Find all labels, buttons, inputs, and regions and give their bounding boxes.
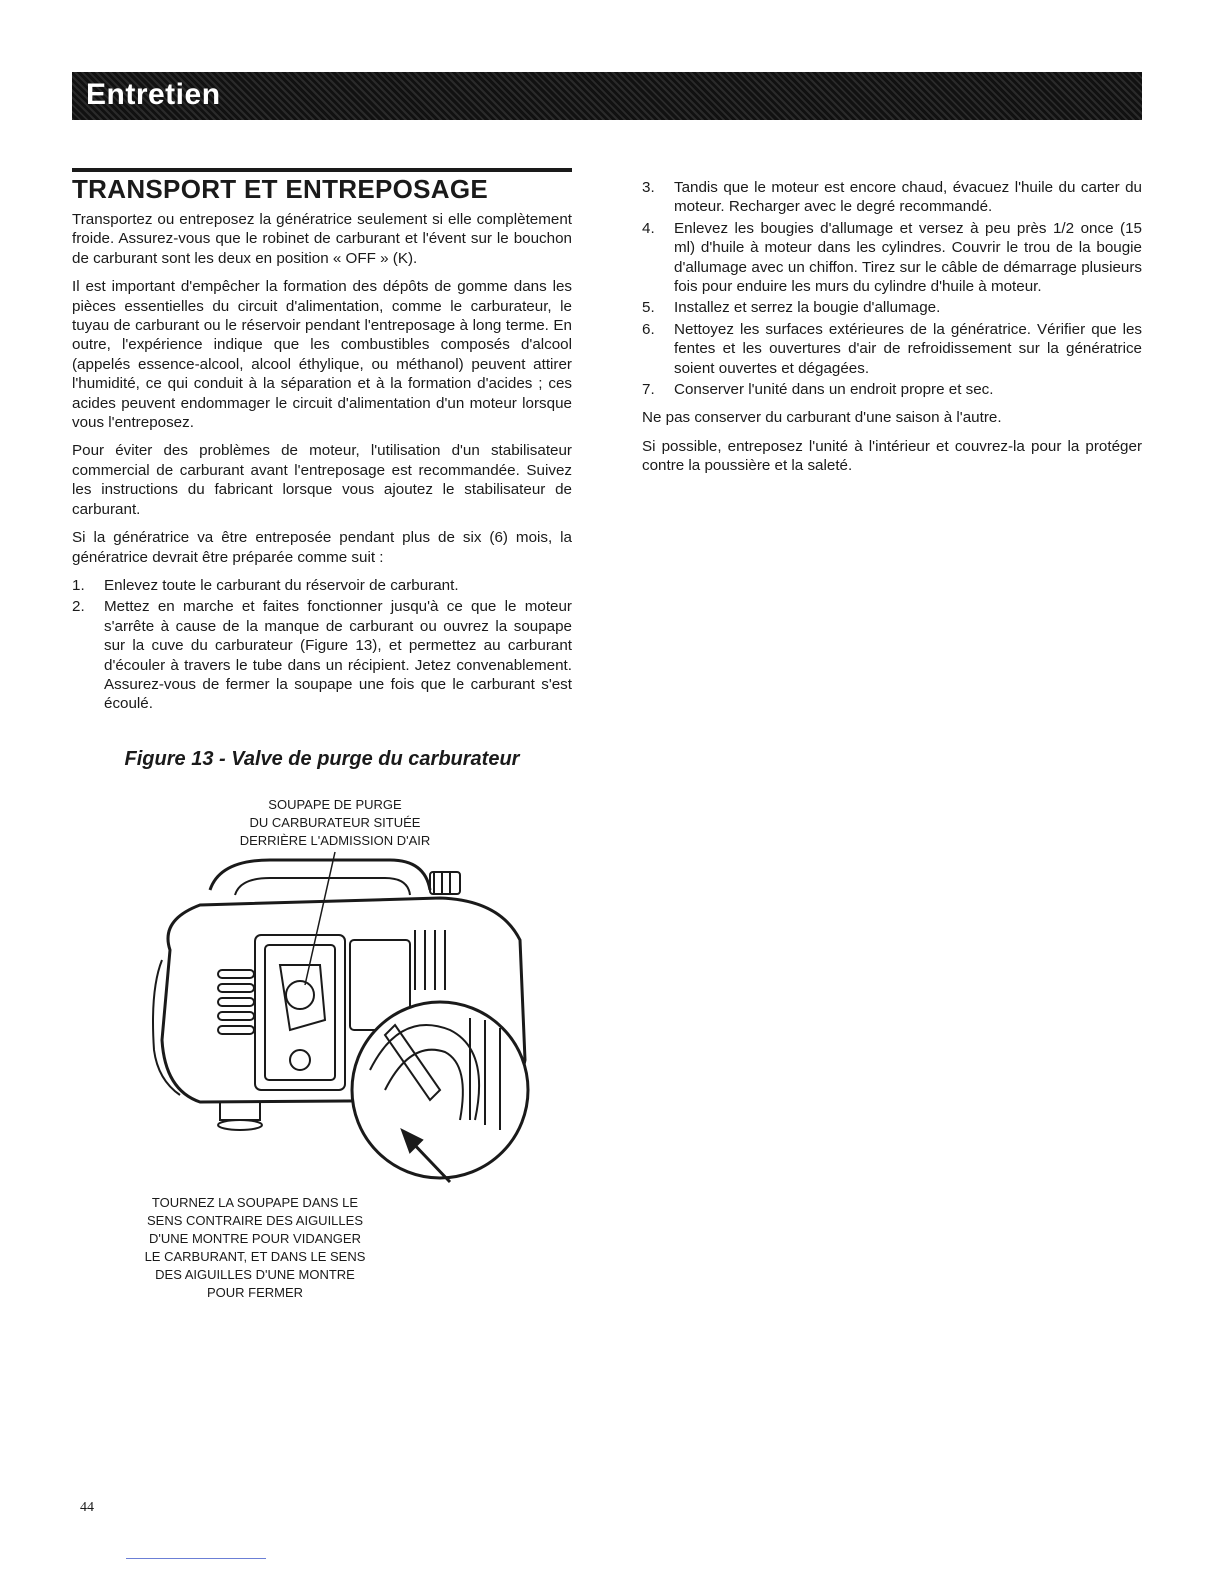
step-number: 3.	[642, 179, 655, 196]
title-rule	[72, 168, 572, 172]
list-item	[72, 597, 572, 713]
step-number: 4.	[642, 219, 655, 237]
step-text: Tandis que le moteur est encore chaud, évacuez l'huile du carter du moteur. Recharger avec le degré recommandé.	[674, 179, 1142, 216]
paragraph: Il est important d'empêcher la formation des dépôts de gomme dans les pièces essentielles du circuit d'alimentation, comme le carburateur, le tuyau de carburant ou le réservoir pendant l'entreposage à long terme. En outre, l'expérience indique que les combustibles composés d'alcool (appelés essence-alcool, alcool éthylique, ou méthanol) peuvent attirer l'humidité, ce qui conduit à la séparation et à la formation d'acides ; ces acides peuvent endommager le circuit d'alimentation d'un moteur lorsque vous l'entreposez.	[72, 278, 572, 432]
paragraph: Transportez ou entreposez la génératrice seulement si elle complètement froide. Assurez-vous que le robinet de carburant et l'évent sur le bouchon de carburant sont les deux en position « OFF » (K).	[72, 211, 572, 267]
step-number: 6.	[642, 320, 655, 338]
step-text: Installez et serrez la bougie d'allumage.	[674, 299, 941, 317]
step-number: 5.	[642, 299, 655, 317]
callout-drain-valve-location: SOUPAPE DE PURGE DU CARBURATEUR SITUÉE DERRIÈRE L'ADMISSION D'AIR	[239, 797, 431, 848]
callout-turn-valve: TOURNEZ LA SOUPAPE DANS LE SENS CONTRAIRE DES AIGUILLES D'UNE MONTRE POUR VIDANGER LE CARBURANT, ET DANS LE SENS DES AIGUILLES D'UNE MONTRE POUR FERMER	[144, 1195, 366, 1300]
paragraph: Si possible, entreposez l'unité à l'intérieur et couvrez-la pour la protéger contre la poussière et la saleté.	[642, 437, 1142, 475]
section-title: TRANSPORT ET ENTREPOSAGE	[72, 174, 489, 204]
list-item	[642, 298, 1142, 317]
step-text: Conserver l'unité dans un endroit propre et sec.	[674, 381, 994, 399]
step-number: 2.	[72, 598, 85, 616]
footer-divider	[126, 1558, 266, 1559]
step-text: Mettez en marche et faites fonctionner jusqu'à ce que le moteur s'arrête à cause de la manque de carburant ou ouvrez la soupape sur la cuve du carburateur (Figure 13), et permettez au carburant d'écouler à travers le tube dans un récipient. Jetez convenablement. Assurez-vous de fermer la soupape une fois que le carburant s'est écoulé.	[104, 598, 572, 713]
generator-illustration	[140, 790, 540, 1200]
list-item	[642, 380, 1142, 399]
list-item	[642, 219, 1142, 297]
paragraph: Pour éviter des problèmes de moteur, l'utilisation d'un stabilisateur commercial de carburant avant l'entreposage est recommandée. Suivez les instructions du fabricant lorsque vous ajoutez le stabilisateur de carburant.	[72, 442, 572, 518]
step-number: 7.	[642, 381, 655, 399]
banner-title: Entretien	[86, 78, 221, 111]
paragraph: Si la génératrice va être entreposée pendant plus de six (6) mois, la génératrice devrait être préparée comme suit :	[72, 529, 572, 566]
right-column	[642, 178, 1142, 485]
step-text: Enlevez les bougies d'allumage et versez à peu près 1/2 once (15 ml) d'huile à moteur dans les cylindres. Couvrir le trou de la bougie d'allumage avec un chiffon. Tirez sur le câble de démarrage plusieurs fois pour enduire les murs du cylindre d'huile à moteur.	[674, 219, 1142, 296]
list-item	[72, 576, 572, 595]
section-banner	[72, 72, 1142, 120]
steps-list-left	[72, 576, 572, 714]
step-text: Nettoyez les surfaces extérieures de la génératrice. Vérifier que les fentes et les ouvertures d'air de refroidissement sur la génératrice soient ouvertes et dégagées.	[674, 320, 1142, 377]
page-number: 44	[80, 1500, 94, 1515]
list-item	[642, 320, 1142, 378]
list-item	[642, 178, 1142, 217]
left-column	[72, 210, 572, 723]
steps-list-right	[642, 178, 1142, 399]
figure-caption: Figure 13 - Valve de purge du carburateur	[124, 748, 520, 770]
step-text: Enlevez toute le carburant du réservoir de carburant.	[104, 576, 459, 594]
paragraph: Ne pas conserver du carburant d'une saison à l'autre.	[642, 409, 1002, 427]
step-number: 1.	[72, 576, 85, 594]
